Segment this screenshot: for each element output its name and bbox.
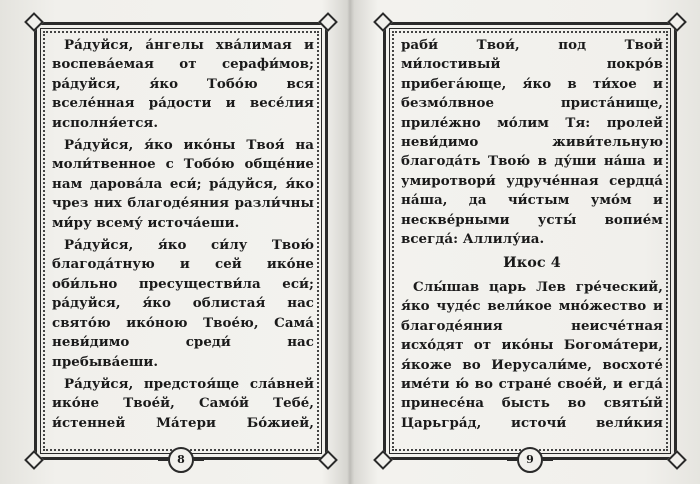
paragraph: Ра́дуйся, предстоя́ще сла́вней ико́не Твое́й, Само́й Тебе́, и́стенней Ма́тери Бо́жией, — [52, 375, 314, 431]
section-heading: Икос 4 — [503, 254, 561, 272]
right-page-text — [401, 36, 663, 434]
left-page-text — [52, 36, 314, 434]
left-page — [34, 22, 328, 466]
right-page — [383, 22, 677, 466]
page-number: 9 — [517, 447, 543, 473]
paragraph: Слы́шав царь Лев гре́ческий, я́ко чуде́с вели́кое мно́жество и благоде́яния неисче́тная исхо́дят от ико́ны Богома́тери, я́коже во Иерусали́ме, восхоте́ име́ти ю́ во стране́ свое́й, и егда́ принесе́на бысть во святы́й Царьгра́д, источи́ вели́кия — [401, 278, 663, 431]
paragraph: раби́ Твои́, под Твой ми́лостивый покро́в прибега́юще, я́ко в ти́хое и безмо́лвное приста́нище, приле́жно мо́лим Тя: пролей́ неви́димо живи́тельную благода́ть Твою́ в ду́ши на́ша и умиротвори́ удруче́нная сердца́ на́ша, да чи́стым умо́м и нескве́рными усты́ вопие́м всегда́: Аллилу́иа. — [401, 37, 663, 248]
paragraph: Ра́дуйся, я́ко си́лу Твою́ благода́тную и сей ико́не оби́льно пресуществи́ла еси́; ра́дуйся, я́ко облистая́ нас свято́ю ико́ною Твое́ю, Сама́ неви́димо среди́ нас пребыва́еши. — [52, 237, 314, 370]
page-number: 8 — [168, 447, 194, 473]
paragraph: Ра́дуйся, я́ко ико́ны Твоя́ на моли́твенное с Тобо́ю обще́ние нам дарова́ла еси́; ра́дуйся, я́ко чрез них благоде́яния разли́чны ми́ру всему́ источа́еши. — [52, 137, 314, 231]
paragraph: Ра́дуйся, а́нгелы хва́лимая и воспева́емая от серафи́мов; ра́дуйся, я́ко Тобо́ю вся вселе́нная ра́дости и весе́лия исполня́ется. — [52, 37, 314, 131]
